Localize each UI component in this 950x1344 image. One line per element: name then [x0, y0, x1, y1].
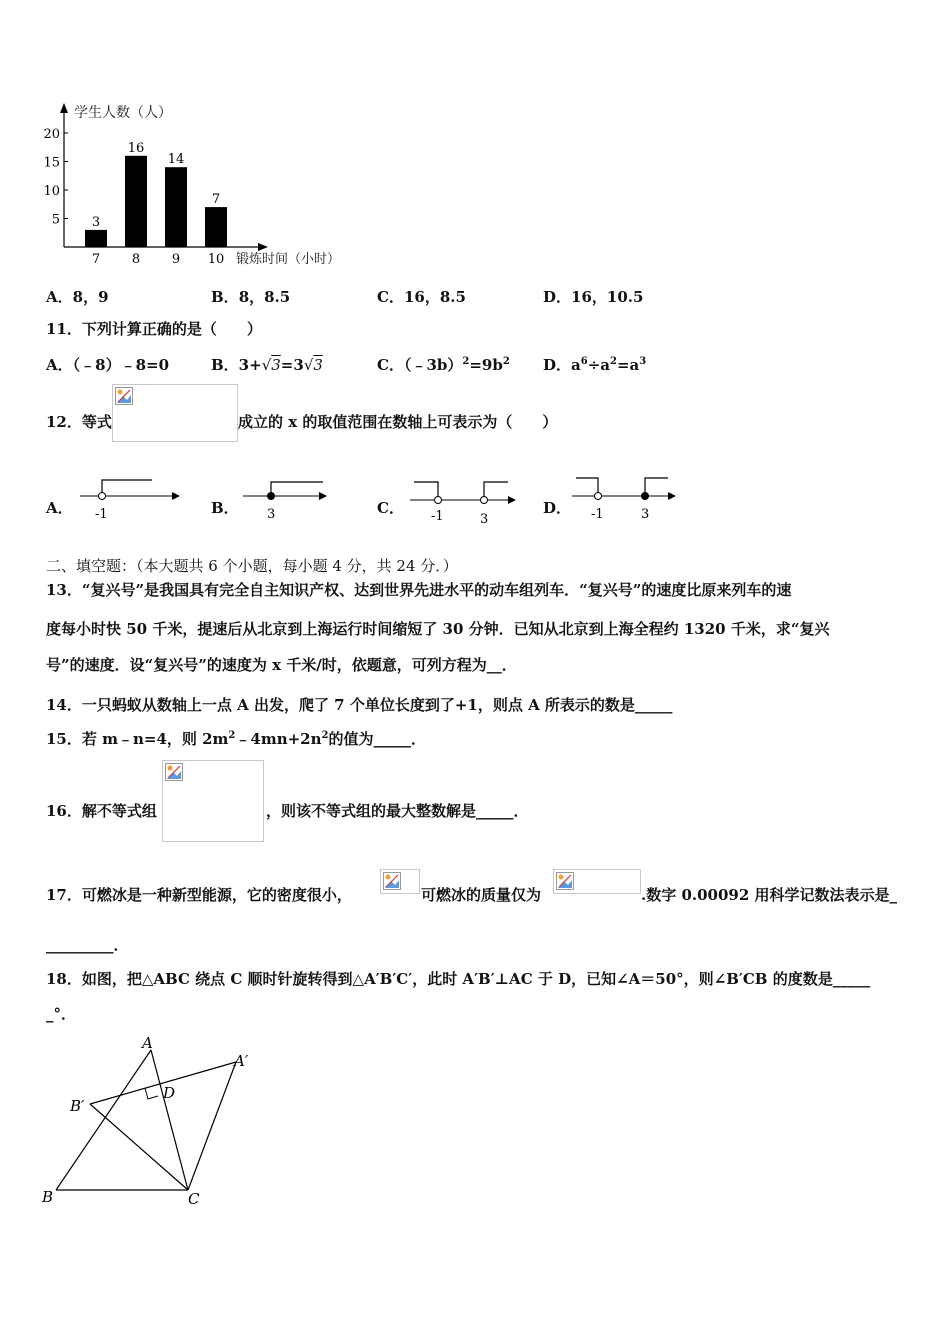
q17-mid: 可燃冰的质量仅为 — [421, 886, 542, 904]
sqrt-symbol: √ — [303, 356, 314, 374]
q14-text: 14．一只蚂蚁从数轴上一点 A 出发，爬了 7 个单位长度到了+1，则点 A 所表示的数是_____ — [46, 696, 673, 714]
point-label-c: C — [188, 1190, 200, 1208]
broken-image-icon — [115, 387, 133, 405]
q15-text: 15．若 m﹣n=4，则 $2m^2﹣4mn+2n^2$的值为_____． — [46, 730, 427, 748]
broken-image-icon — [556, 872, 574, 890]
broken-image-icon — [165, 763, 183, 781]
point-label-d: D — [163, 1084, 176, 1102]
bar-data-label: 7 — [211, 192, 221, 208]
x-tick-label: 10 — [207, 252, 225, 267]
y-axis-label: 学生人数（人） — [74, 105, 172, 121]
tick-label: -1 — [431, 509, 444, 524]
tick-label: 3 — [480, 512, 489, 527]
q17-mass-image — [553, 869, 641, 894]
y-tick-label: 5 — [51, 212, 60, 228]
q12-equation-image — [112, 384, 238, 442]
broken-image-icon — [383, 872, 401, 890]
q12-stem-post: 成立的 x 的取值范围在数轴上可表示为（ ） — [238, 413, 558, 431]
q11-option-b[interactable]: B．3+√3=3√3 — [211, 356, 323, 374]
q16-inequality-system-image — [162, 760, 264, 842]
bar-data-label: 16 — [127, 140, 145, 156]
q17-post: .数字 0.00092 用科学记数法表示是_ — [641, 886, 898, 904]
section-heading: 二、填空题：（本大题共 6 个小题，每小题 4 分，共 24 分．） — [46, 557, 458, 575]
q18-line-2: _°． — [46, 1005, 77, 1023]
tick-label: 3 — [267, 507, 276, 522]
point-label-b: B — [42, 1188, 54, 1206]
q12-option-a-number-line[interactable] — [80, 476, 190, 526]
q17-line-2: _________． — [46, 936, 129, 954]
point-label-a-prime: A′ — [234, 1052, 249, 1070]
q12-option-c-number-line[interactable] — [410, 476, 530, 526]
q11-option-a[interactable]: A．（﹣8）﹣8=0 — [46, 356, 170, 374]
y-axis-arrow — [60, 103, 68, 113]
tick-label: -1 — [95, 507, 108, 522]
rotation-figure — [36, 1036, 276, 1216]
y-tick-label: 15 — [43, 155, 60, 171]
x-tick-label: 8 — [131, 252, 141, 267]
q11-stem: 11．下列计算正确的是（ ） — [46, 320, 262, 338]
bar-chart — [40, 100, 370, 270]
q12-option-d-number-line[interactable] — [572, 476, 692, 526]
q16-post: ，则该不等式组的最大整数解是_____． — [266, 802, 529, 820]
bar — [205, 207, 227, 247]
point-label-b-prime: B′ — [70, 1097, 85, 1115]
q13-line-2: 度每小时快 50 千米，提速后从北京到上海运行时间缩短了 30 分钟．已知从北京到上海全程约 1320 千米，求“复兴 — [46, 620, 830, 638]
q11-option-d[interactable]: D．$a^6\div a^2=a^3$ — [543, 356, 647, 374]
sqrt-symbol: √ — [261, 356, 272, 374]
y-tick-label: 10 — [43, 184, 60, 199]
q10-option-a[interactable]: A．8，9 — [46, 288, 109, 306]
q11-option-c[interactable]: C．$(﹣3b)^2=9b^2$ — [377, 356, 510, 374]
tick-label: 3 — [641, 507, 650, 522]
x-axis-arrow — [258, 243, 268, 251]
bar-data-label: 3 — [91, 214, 101, 230]
bar-data-label: 14 — [167, 152, 185, 168]
q10-option-d[interactable]: D．16，10.5 — [543, 288, 644, 306]
q17-density-image — [380, 869, 420, 894]
x-axis-label: 锻炼时间（小时） — [236, 252, 341, 267]
q18-line-1: 18．如图，把△ABC 绕点 C 顺时针旋转得到△A′B′C′，此时 A′B′⊥AC 于 D，已知∠A＝50°，则∠B′CB 的度数是_____ — [46, 970, 871, 988]
q10-option-b[interactable]: B．8，8.5 — [211, 288, 291, 306]
q12-option-b[interactable]: B． — [211, 499, 239, 517]
q13-line-3: 号”的速度．设“复兴号”的速度为 x 千米/时，依题意，可列方程为__． — [46, 656, 517, 674]
x-tick-label: 9 — [171, 252, 181, 267]
q16-pre: 16．解不等式组 — [46, 802, 157, 820]
q12-option-a[interactable]: A． — [46, 499, 73, 517]
y-tick-label: 20 — [43, 127, 60, 142]
x-tick-label: 7 — [91, 252, 101, 267]
bar — [85, 230, 107, 247]
q12-option-d[interactable]: D． — [543, 499, 572, 517]
point-label-a: A — [142, 1034, 153, 1052]
q12-option-b-number-line[interactable] — [243, 476, 353, 526]
bar — [125, 156, 147, 247]
q12-stem-pre: 12．等式 — [46, 413, 112, 431]
q10-option-c[interactable]: C．16，8.5 — [377, 288, 466, 306]
tick-label: -1 — [591, 507, 604, 522]
q12-option-c[interactable]: C． — [377, 499, 404, 517]
q17-pre: 17．可燃冰是一种新型能源，它的密度很小， — [46, 886, 352, 904]
q13-line-1: 13．“复兴号”是我国具有完全自主知识产权、达到世界先进水平的动车组列车．“复兴号”的速度比原来列车的速 — [46, 581, 792, 599]
bar — [165, 167, 187, 247]
